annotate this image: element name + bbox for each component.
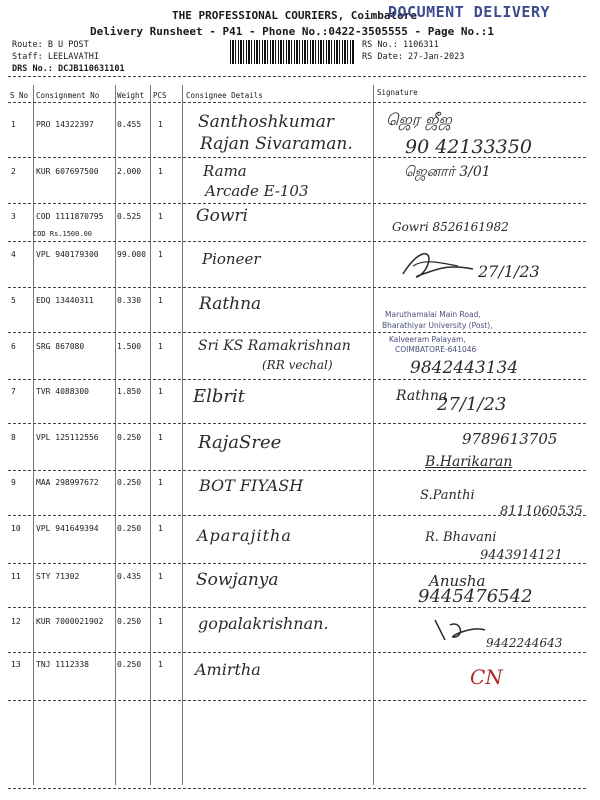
col-divider <box>33 85 34 785</box>
signature-phone: 9442244643 <box>486 636 563 650</box>
row-pcs: 1 <box>158 387 163 396</box>
row-pcs: 1 <box>158 167 163 176</box>
consignee-name: Santhoshkumar <box>198 112 335 132</box>
row-sno: 5 <box>11 296 16 305</box>
consignee-address: Rajan Sivaraman. <box>200 134 353 154</box>
row-weight: 2.000 <box>117 167 142 176</box>
receiver-stamp-line: Maruthamalai Main Road, <box>385 310 481 319</box>
signature: Gowri 8526161982 <box>392 220 509 234</box>
row-pcs: 1 <box>158 250 163 259</box>
row-divider <box>8 607 586 608</box>
signature-phone: 8111060535 <box>500 504 583 519</box>
consignee-address: (RR vechal) <box>262 358 333 372</box>
col-divider <box>115 85 116 785</box>
signature-phone: 90 42133350 <box>405 136 532 158</box>
row-weight: 1.850 <box>117 387 142 396</box>
row-consignment: TVR 4088300 <box>36 387 89 396</box>
row-pcs: 1 <box>158 296 163 305</box>
route-label: Route: B U POST <box>12 40 89 50</box>
consignee-name: Rama <box>203 162 247 180</box>
row-pcs: 1 <box>158 120 163 129</box>
signature: B.Harikaran <box>425 454 513 470</box>
row-pcs: 1 <box>158 617 163 626</box>
signature: Rathna <box>396 388 448 404</box>
row-weight: 0.250 <box>117 617 142 626</box>
rs-number: RS No.: 1106311 <box>362 40 439 50</box>
row-consignment: COD 1111870795 <box>36 212 104 221</box>
row-weight: 0.250 <box>117 478 142 487</box>
signature-scribble-icon <box>430 615 490 645</box>
signature: ஜெனார் 3/01 <box>404 164 491 180</box>
cn-remark: CN <box>470 665 503 689</box>
row-sno: 3 <box>11 212 16 221</box>
row-consignment: EDQ 13440311 <box>36 296 94 305</box>
row-divider <box>8 203 586 204</box>
row-weight: 0.250 <box>117 524 142 533</box>
row-sno: 11 <box>11 572 21 581</box>
row-divider <box>8 700 586 701</box>
row-pcs: 1 <box>158 524 163 533</box>
row-weight: 0.435 <box>117 572 142 581</box>
row-divider <box>8 241 586 242</box>
row-sno: 12 <box>11 617 21 626</box>
signature-phone: 9842443134 <box>410 358 519 378</box>
consignee-name: Sowjanya <box>196 570 279 590</box>
row-pcs: 1 <box>158 478 163 487</box>
consignee-name: Rathna <box>199 294 262 314</box>
row-weight: 0.455 <box>117 120 142 129</box>
row-consignment: SRG 867080 <box>36 342 85 351</box>
row-divider <box>8 287 586 288</box>
row-sno: 4 <box>11 250 16 259</box>
row-consignment: STY 71302 <box>36 572 80 581</box>
consignee-name: gopalakrishnan. <box>198 614 329 633</box>
drs-number: DRS No.: DCJB110631101 <box>12 64 125 74</box>
signature: R. Bhavani <box>425 530 497 545</box>
row-pcs: 1 <box>158 212 163 221</box>
signature-date: 27/1/23 <box>478 262 540 281</box>
col-divider <box>182 85 183 785</box>
signature: ஜெர ஜீஜ <box>386 110 452 129</box>
signature-phone: 9789613705 <box>462 430 558 448</box>
row-weight: 0.330 <box>117 296 142 305</box>
row-weight: 1.500 <box>117 342 142 351</box>
consignee-name: Sri KS Ramakrishnan <box>198 338 351 354</box>
row-pcs: 1 <box>158 572 163 581</box>
cod-amount: COD Rs.1500.00 <box>33 230 93 238</box>
row-weight: 0.250 <box>117 660 142 669</box>
runsheet-title: Delivery Runsheet - P41 - Phone No.:0422-3505555 - Page No.:1 <box>90 25 494 38</box>
row-sno: 2 <box>11 167 16 176</box>
row-divider <box>8 652 586 653</box>
row-divider <box>8 332 586 333</box>
consignee-address: Arcade E-103 <box>205 182 309 200</box>
consignee-name: Amirtha <box>195 660 261 679</box>
consignee-name: Gowri <box>196 206 248 226</box>
col-signature: Signature <box>377 88 418 97</box>
col-consignment: Consignment No <box>36 91 100 100</box>
row-sno: 13 <box>11 660 21 669</box>
signature: S.Panthi <box>420 488 475 503</box>
row-sno: 9 <box>11 478 16 487</box>
barcode <box>230 40 355 64</box>
consignee-name: RajaSree <box>198 432 282 453</box>
signature: Anusha <box>429 572 486 590</box>
row-sno: 7 <box>11 387 16 396</box>
col-consignee-details: Consignee Details <box>186 91 263 100</box>
table-header-divider <box>8 102 586 103</box>
document-delivery-stamp: DOCUMENT DELIVERY <box>388 3 551 21</box>
row-divider <box>8 423 586 424</box>
row-pcs: 1 <box>158 660 163 669</box>
row-divider <box>8 515 586 516</box>
signature-phone: 9445476542 <box>418 586 533 607</box>
row-consignment: KUR 607697500 <box>36 167 99 176</box>
row-consignment: TNJ 1112338 <box>36 660 89 669</box>
row-weight: 0.525 <box>117 212 142 221</box>
col-sno: S No <box>10 91 29 100</box>
row-consignment: PRO 14322397 <box>36 120 94 129</box>
row-sno: 10 <box>11 524 21 533</box>
col-weight: Weight <box>117 91 145 100</box>
row-pcs: 1 <box>158 342 163 351</box>
row-weight: 99.000 <box>117 250 146 259</box>
signature-scribble-icon <box>398 244 478 284</box>
footer-divider <box>8 788 586 789</box>
receiver-stamp-line: Kalveeram Palayam, <box>389 335 466 344</box>
row-sno: 8 <box>11 433 16 442</box>
row-sno: 6 <box>11 342 16 351</box>
row-pcs: 1 <box>158 433 163 442</box>
company-title: THE PROFESSIONAL COURIERS, Coimbatore <box>172 9 418 22</box>
header-divider <box>8 76 586 77</box>
signature-phone: 9443914121 <box>480 548 563 563</box>
row-weight: 0.250 <box>117 433 142 442</box>
row-consignment: VPL 941649394 <box>36 524 99 533</box>
row-divider <box>8 379 586 380</box>
consignee-name: Elbrit <box>193 386 246 407</box>
consignee-name: BOT FIYASH <box>199 476 304 495</box>
row-divider <box>8 470 586 471</box>
consignee-name: Aparajitha <box>197 526 292 545</box>
consignee-name: Pioneer <box>202 250 261 268</box>
row-consignment: VPL 125112556 <box>36 433 99 442</box>
receiver-stamp-line: Bharathiyar University (Post), <box>382 321 493 330</box>
row-consignment: VPL 940179300 <box>36 250 99 259</box>
row-divider <box>8 563 586 564</box>
row-sno: 1 <box>11 120 16 129</box>
staff-label: Staff: LEELAVATHI <box>12 52 99 62</box>
signature-date: 27/1/23 <box>437 394 507 415</box>
row-divider <box>8 157 586 158</box>
row-consignment: KUR 7000021902 <box>36 617 104 626</box>
rs-date: RS Date: 27-Jan-2023 <box>362 52 465 62</box>
receiver-stamp-line: COIMBATORE-641046 <box>395 345 477 354</box>
col-divider <box>373 85 374 785</box>
row-consignment: MAA 298997672 <box>36 478 99 487</box>
col-divider <box>150 85 151 785</box>
col-pcs: PCS <box>153 91 167 100</box>
